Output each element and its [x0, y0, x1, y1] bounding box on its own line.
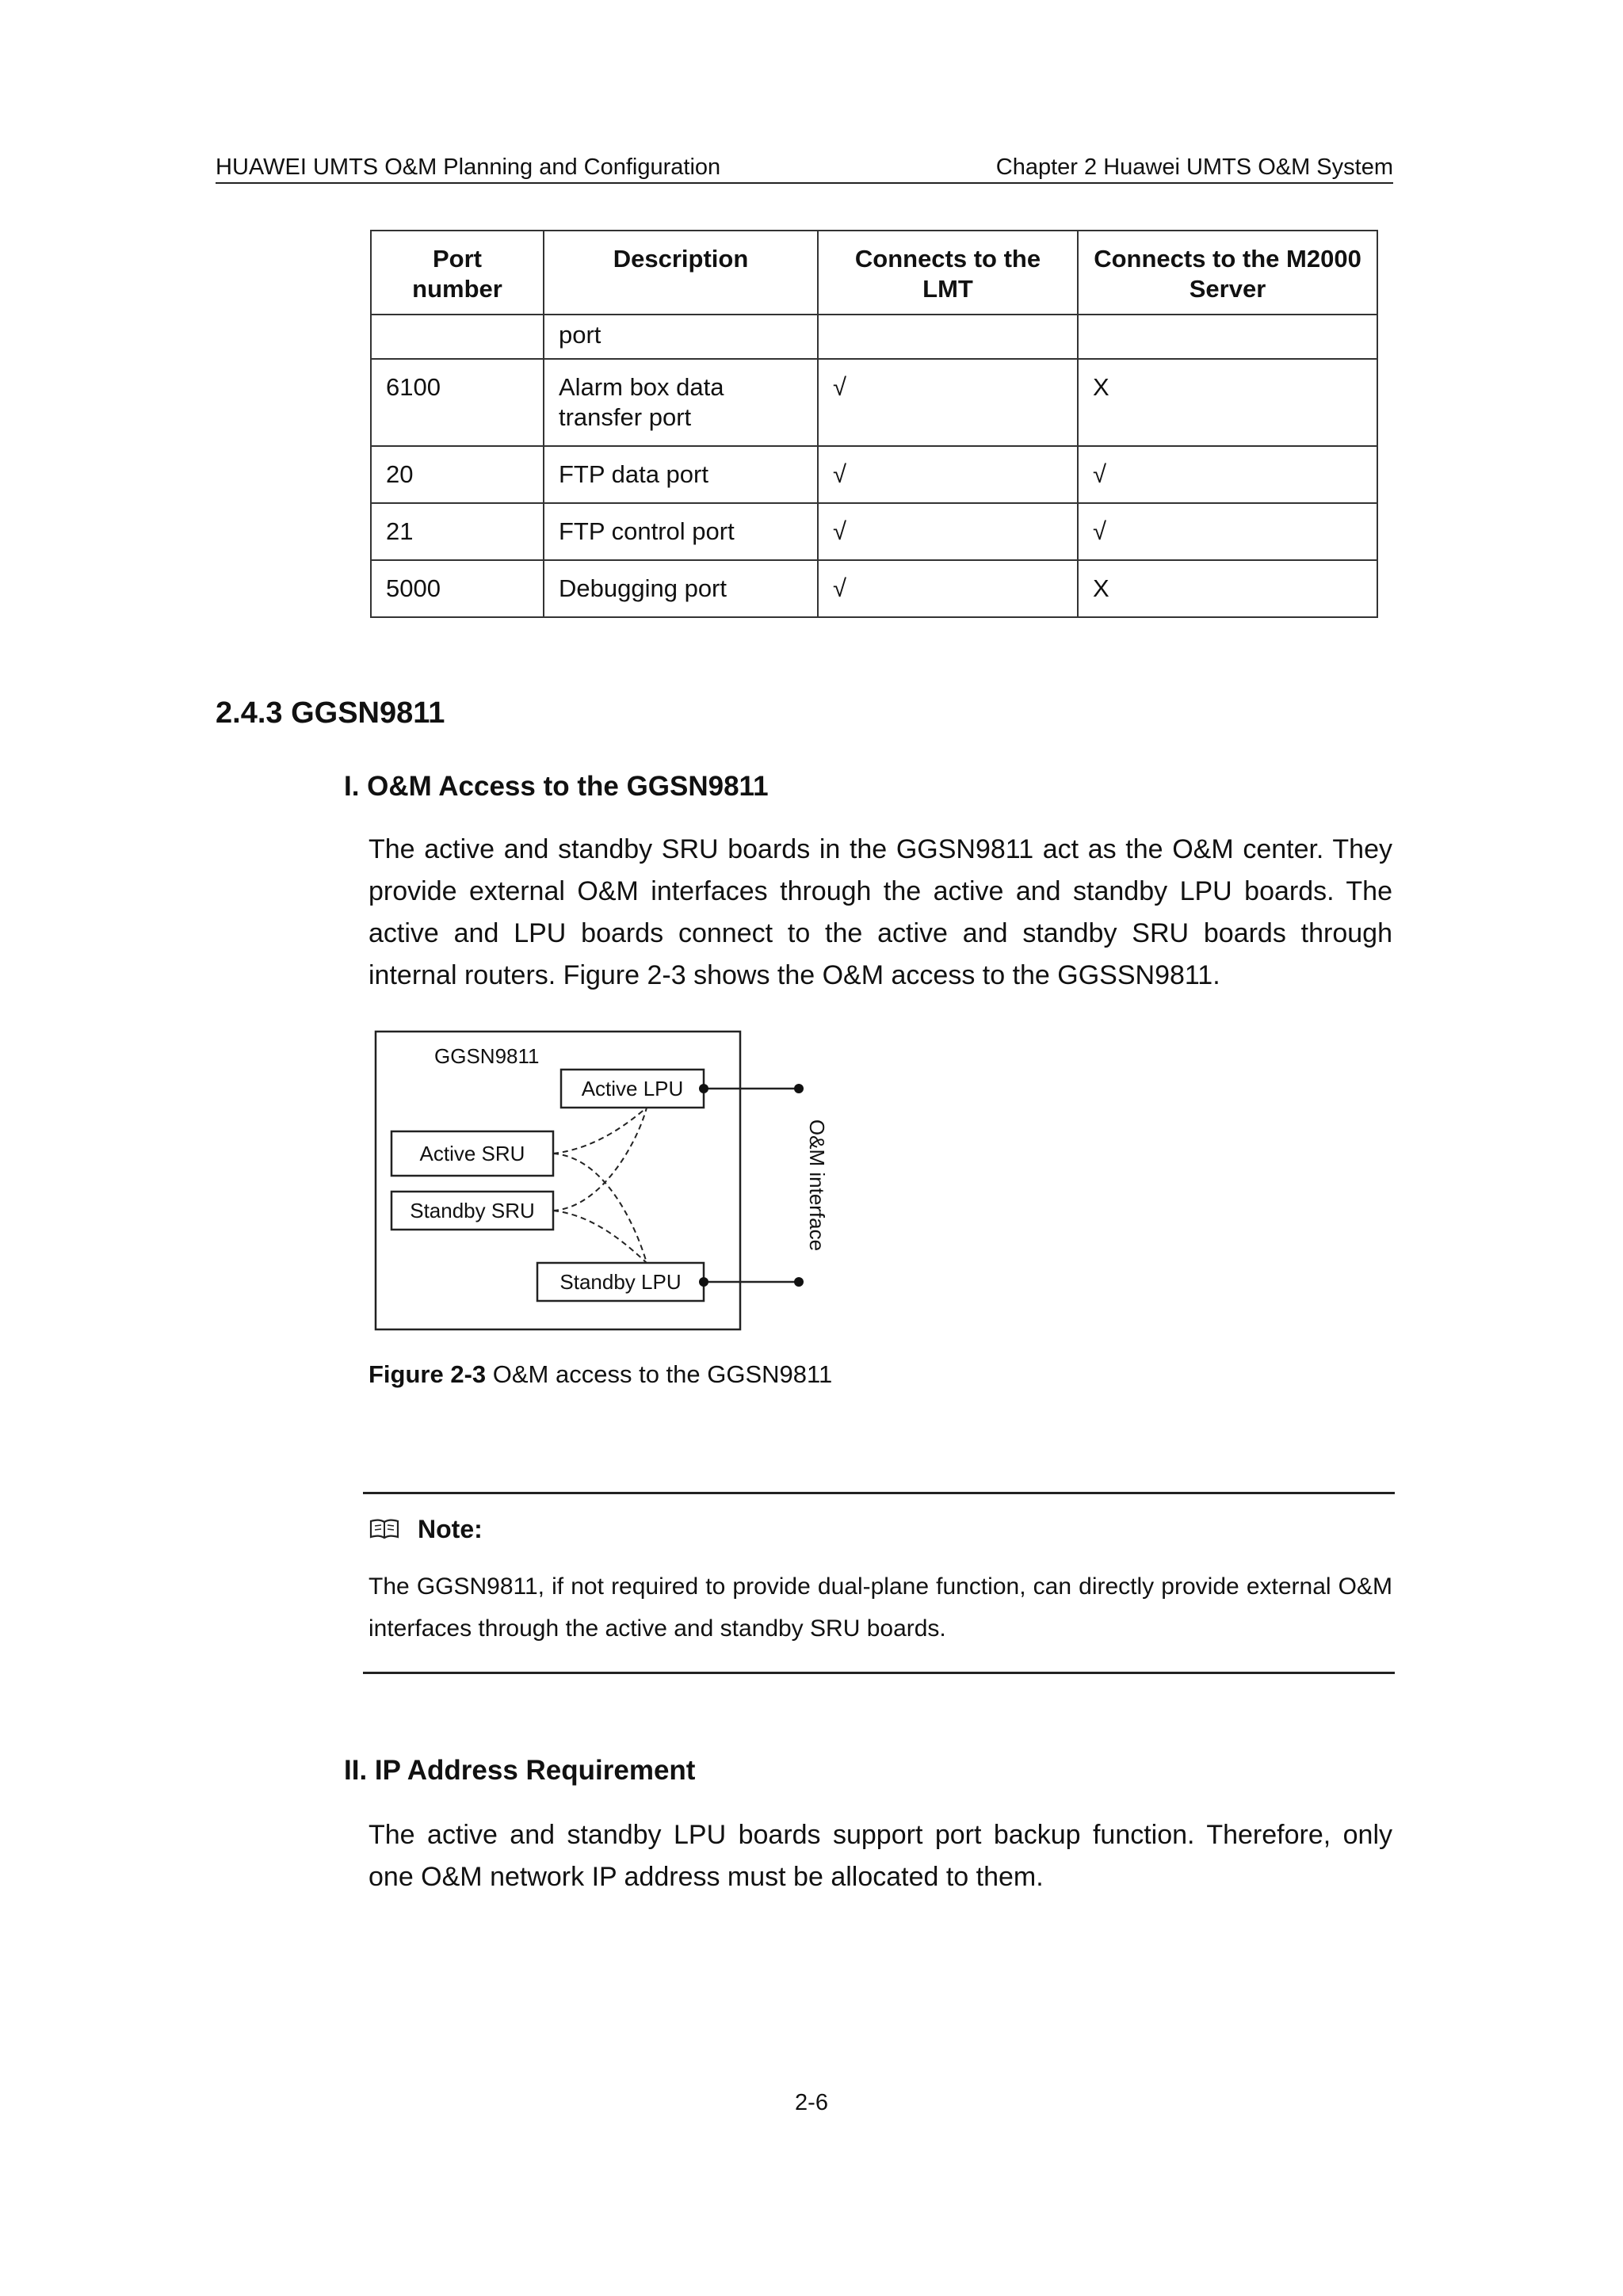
table-cell: port — [544, 315, 818, 359]
body-paragraph: The active and standby LPU boards support port backup function. Therefore, only one O&M network IP address must be allocated to them. — [369, 1820, 1392, 1892]
table-row — [371, 315, 1377, 359]
enclosure-label: GGSN9811 — [434, 1044, 540, 1068]
internal-router-links — [553, 1108, 647, 1263]
active-lpu-label: Active LPU — [581, 1077, 684, 1100]
note-text: The GGSN9811, if not required to provide dual-plane function, can directly provide external O&M interfaces through the active and standby SRU boards. — [369, 1573, 1392, 1642]
table-cell: X — [1078, 560, 1377, 617]
note-bottom-rule — [363, 1672, 1395, 1674]
section-heading: 2.4.3 GGSN9811 — [216, 696, 445, 730]
figure-caption — [369, 1360, 832, 1390]
figure-caption-label: Figure 2-3 — [369, 1360, 487, 1388]
table-cell: 5000 — [371, 560, 544, 617]
table-cell: √ — [818, 560, 1078, 617]
table-cell: √ — [1078, 446, 1377, 503]
active-sru-label: Active SRU — [419, 1142, 525, 1165]
port-dot — [794, 1084, 804, 1093]
column-header: Connects to the M2000 Server — [1078, 231, 1377, 315]
port-dot — [699, 1084, 708, 1093]
header-divider — [216, 182, 1393, 184]
column-header: Connects to the LMT — [818, 231, 1078, 315]
figure-caption-text: O&M access to the GGSN9811 — [486, 1360, 833, 1388]
table-row — [371, 359, 1377, 446]
table-cell: 6100 — [371, 359, 544, 446]
note-title: Note: — [418, 1515, 483, 1543]
om-access-diagram — [365, 1022, 840, 1339]
table-cell: √ — [818, 359, 1078, 446]
page-number: 2-6 — [795, 2090, 828, 2115]
table-cell — [1078, 315, 1377, 359]
port-dot — [699, 1277, 708, 1287]
table-cell: √ — [818, 503, 1078, 560]
table-row — [371, 446, 1377, 503]
table-row — [371, 503, 1377, 560]
running-header-right: Chapter 2 Huawei UMTS O&M System — [995, 154, 1393, 180]
table-cell: Debugging port — [544, 560, 818, 617]
table-cell — [818, 315, 1078, 359]
column-header: Port number — [371, 231, 544, 315]
subsection-title-ip-address: II. IP Address Requirement — [344, 1755, 696, 1786]
table-cell: 21 — [371, 503, 544, 560]
port-dot — [794, 1277, 804, 1287]
note-header — [369, 1513, 483, 1545]
running-header-left: HUAWEI UMTS O&M Planning and Configuration — [216, 154, 721, 180]
standby-lpu-label: Standby LPU — [559, 1270, 682, 1294]
table-header-row — [371, 231, 1377, 315]
standby-sru-label: Standby SRU — [410, 1199, 535, 1222]
table-cell — [371, 315, 544, 359]
book-icon — [369, 1517, 400, 1541]
port-table — [370, 230, 1378, 618]
table-row — [371, 560, 1377, 617]
om-interface-label: O&M interface — [805, 1119, 829, 1252]
note-top-rule — [363, 1492, 1395, 1494]
column-header: Description — [544, 231, 818, 315]
table-cell: FTP control port — [544, 503, 818, 560]
table-cell: Alarm box data transfer port — [544, 359, 818, 446]
table-cell: 20 — [371, 446, 544, 503]
subsection-title-om-access: I. O&M Access to the GGSN9811 — [344, 771, 769, 802]
body-paragraph: The active and standby SRU boards in the GGSN9811 act as the O&M center. They provide external O&M interfaces through the active and standby LPU boards. The active and LPU boards connect to the active and standby SRU boards through internal routers. Figure 2-3 shows the O&M access to the GGSSN9811. — [369, 834, 1392, 990]
table-cell: √ — [818, 446, 1078, 503]
table-cell: FTP data port — [544, 446, 818, 503]
table-cell: √ — [1078, 503, 1377, 560]
table-cell: X — [1078, 359, 1377, 446]
